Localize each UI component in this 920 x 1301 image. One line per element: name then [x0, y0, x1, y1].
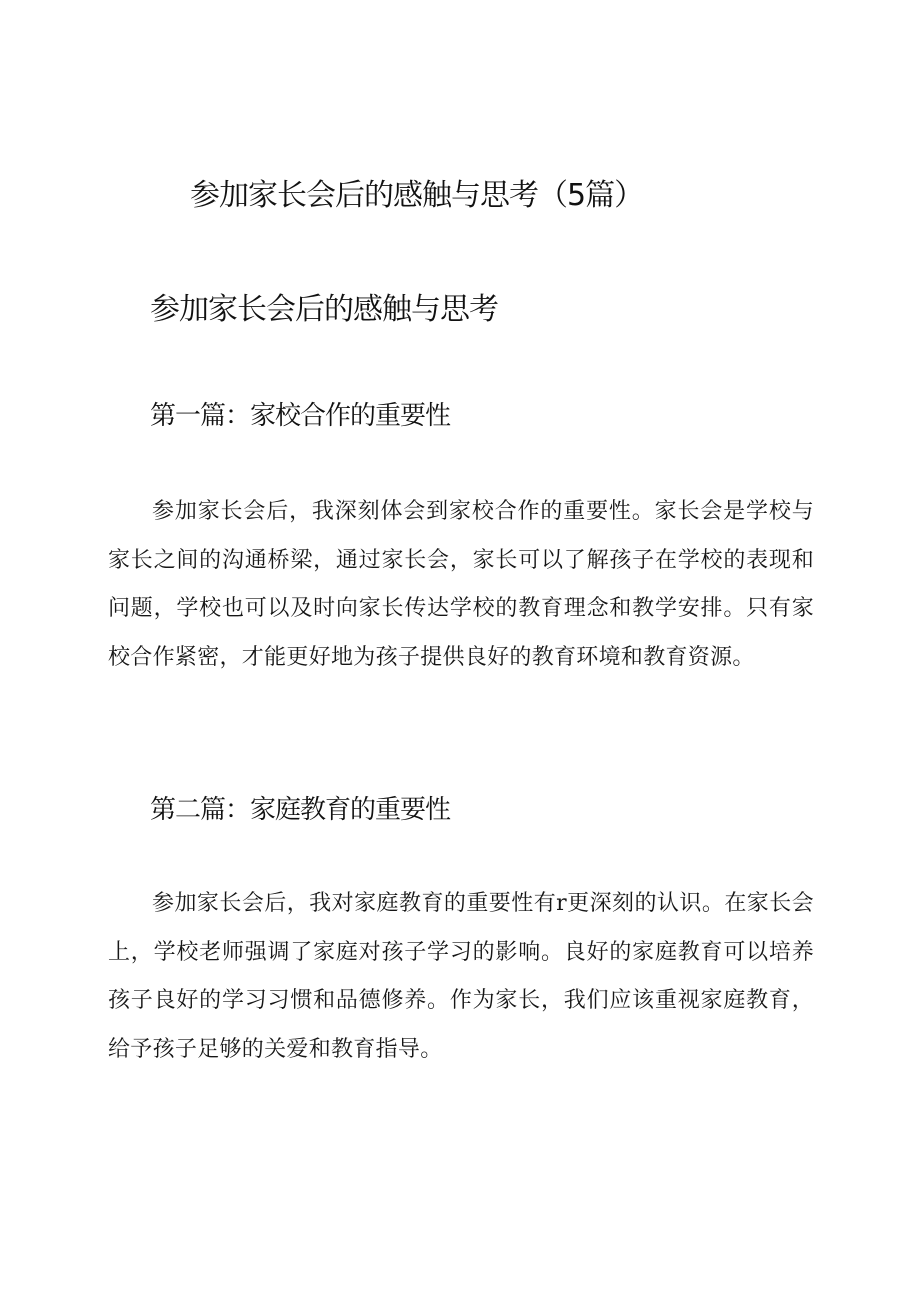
document-title: 参加家长会后的感触与思考（5篇）: [190, 178, 644, 213]
section-heading-1: 第一篇：家校合作的重要性: [150, 401, 451, 431]
document-subtitle: 参加家长会后的感触与思考: [150, 292, 498, 327]
section-body-1: 参加家长会后，我深刻体会到家校合作的重要性。家长会是学校与家长之间的沟通桥梁，通过家长会，家长可以了解孩子在学校的表现和问题，学校也可以及时向家长传达学校的教育理念和教学安排。只有家校合作紧密，才能更好地为孩子提供良好的教育环境和教育资源。: [108, 499, 814, 670]
section-body-2: 参加家长会后，我对家庭教育的重要性有r更深刻的认识。在家长会上，学校老师强调了家庭对孩子学习的影响。良好的家庭教育可以培养孩子良好的学习习惯和品德修养。作为家长，我们应该重视家庭教育，给予孩子足够的关爱和教育指导。: [108, 891, 814, 1062]
section-heading-2: 第二篇：家庭教育的重要性: [150, 795, 451, 825]
